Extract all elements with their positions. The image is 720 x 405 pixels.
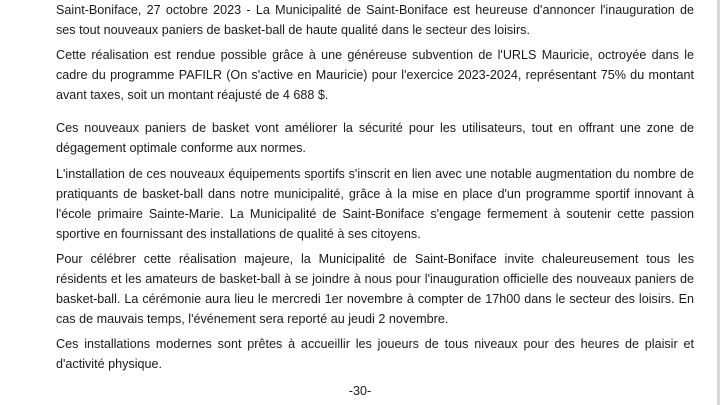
page-end-marker: -30- — [348, 384, 372, 398]
paragraph-intro: Saint-Boniface, 27 octobre 2023 - La Municipalité de Saint-Boniface est heureuse d'annoncer l'inauguration de ses tout nouveaux paniers de basket-ball de haute qualité dans le secteur des loisirs. — [56, 3, 694, 37]
paragraph-inauguration: Pour célébrer cette réalisation majeure, la Municipalité de Saint-Boniface invite chaleureusement tous les résidents et les amateurs de basket-ball à se joindre à nous pour l'inauguration officielle des nouveaux paniers de basket-ball. La cérémonie aura lieu le mercredi 1er novembre à compter de 17h00 dans le secteur des loisirs. En cas de mauvais temps, l'événement sera reporté au jeudi 2 novembre. — [56, 252, 694, 326]
paragraph-closing: Ces installations modernes sont prêtes à accueillir les joueurs de tous niveaux pour des heures de plaisir et d'activité physique. — [56, 337, 694, 371]
paragraph-context: L'installation de ces nouveaux équipements sportifs s'inscrit en lien avec une notable augmentation du nombre de pratiquants de basket-ball dans notre municipalité, grâce à la mise en place d'un programme sportif innovant à l'école primaire Sainte-Marie. La Municipalité de Saint-Boniface s'engage fermement à soutenir cette passion sportive en fournissant des installations de qualité à ses citoyens. — [56, 167, 694, 241]
paragraph-funding: Cette réalisation est rendue possible grâce à une généreuse subvention de l'URLS Mauricie, octroyée dans le cadre du programme PAFILR (On s'active en Mauricie) pour l'exercice 2023-2024, représentant 75% du montant avant taxes, soit un montant réajusté de 4 688 $. — [56, 48, 694, 102]
paragraph-safety: Ces nouveaux paniers de basket vont améliorer la sécurité pour les utilisateurs, tout en offrant une zone de dégagement optimale conforme aux normes. — [56, 121, 694, 155]
